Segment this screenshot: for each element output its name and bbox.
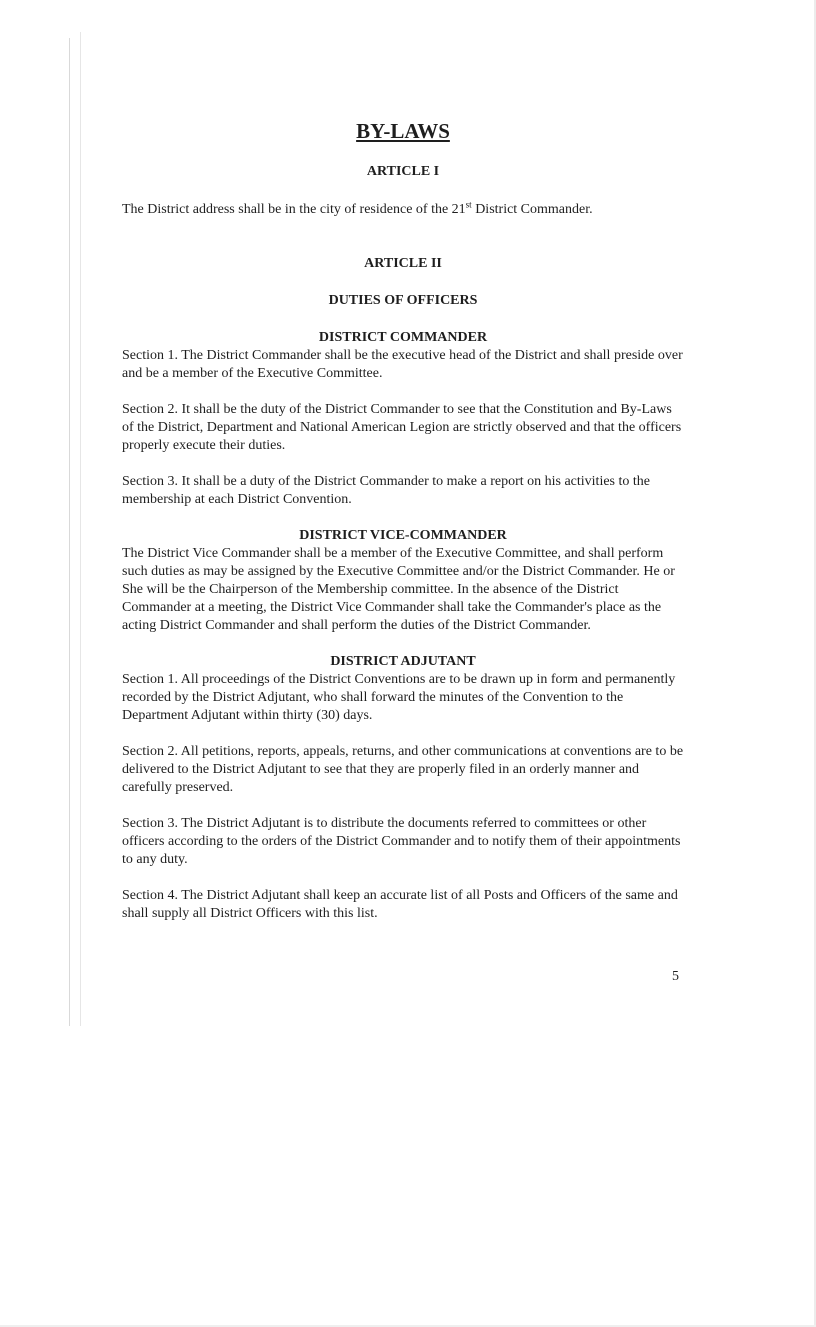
- vice-commander-text: The District Vice Commander shall be a member of the Executive Committee, and shall perform such duties as may be assigned by the Executive Committee and/or the District Commander. He or She will be the Chairperson of the Membership committee. In the absence of the District Commander at a meeting, the District Vice Commander shall take the Commander's place as the acting District Commander and shall perform the duties of the District Commander.: [122, 546, 675, 633]
- commander-section-2: Section 2. It shall be the duty of the District Commander to see that the Constitution and By-Laws of the District, Department and National American Legion are strictly observed and that the officers properly execute their duties.: [122, 402, 682, 453]
- commander-section-1: Section 1. The District Commander shall be the executive head of the District and shall preside over and be a member of the Executive Committee.: [122, 348, 683, 381]
- article-2-heading: ARTICLE II: [364, 256, 442, 271]
- commander-section-3: Section 3. It shall be a duty of the District Commander to make a report on his activities to the membership at each District Convention.: [122, 474, 650, 507]
- adjutant-section-4: Section 4. The District Adjutant shall keep an accurate list of all Posts and Officers of the same and shall supply all District Officers with this list.: [122, 888, 678, 921]
- article-1-heading: ARTICLE I: [366, 164, 440, 179]
- district-vice-commander-heading: DISTRICT VICE-COMMANDER: [299, 528, 507, 543]
- binding-edge-line-inner: [80, 32, 81, 1026]
- duties-of-officers-heading: DUTIES OF OFFICERS: [328, 293, 478, 308]
- adjutant-section-1: Section 1. All proceedings of the District Conventions are to be drawn up in form and permanently recorded by the District Adjutant, who shall forward the minutes of the Convention to the Department Adjutant within thirty (30) days.: [122, 672, 676, 723]
- article-1-text-end: District Commander.: [471, 202, 593, 217]
- document-title: BY-LAWS: [356, 119, 450, 143]
- article-1-text-main: The District address shall be in the city of residence of the 21: [122, 202, 466, 217]
- adjutant-section-2: Section 2. All petitions, reports, appeals, returns, and other communications at conventions are to be delivered to the District Adjutant to see that they are properly filed in an orderly manner and carefully preserved.: [122, 744, 684, 795]
- article-1-superscript: st: [465, 199, 472, 210]
- article-1-text: [122, 201, 684, 219]
- binding-edge-line: [69, 38, 70, 1026]
- district-commander-heading: DISTRICT COMMANDER: [318, 330, 488, 345]
- adjutant-section-3: Section 3. The District Adjutant is to distribute the documents referred to committees or other officers according to the orders of the District Commander and to notify them of their appointments to any duty.: [122, 816, 681, 867]
- district-adjutant-heading: DISTRICT ADJUTANT: [330, 654, 476, 669]
- page-number: 5: [672, 969, 679, 984]
- document-body: [122, 116, 684, 923]
